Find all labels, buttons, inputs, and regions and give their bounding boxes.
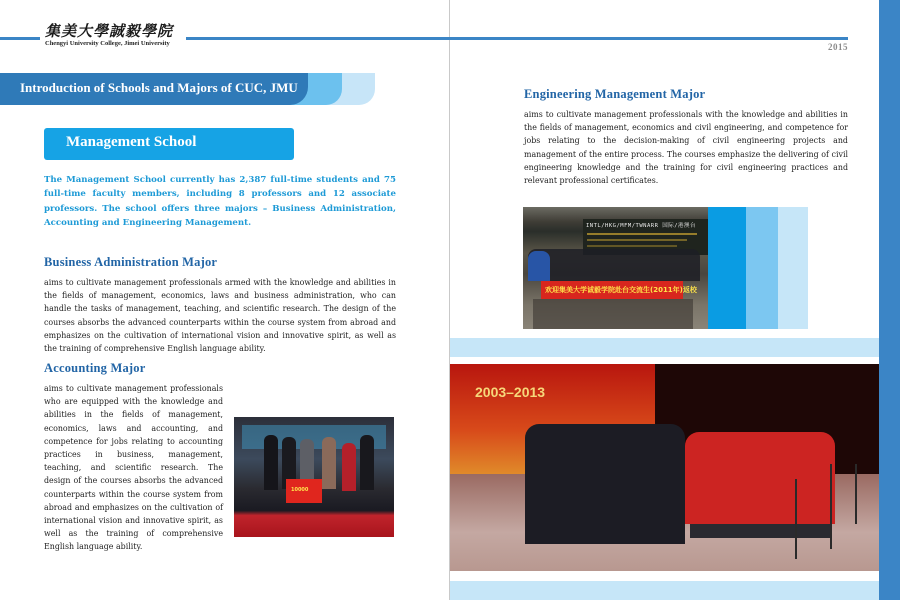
choir-legs [690,524,830,538]
floor-shadow [533,299,693,329]
person-silhouette [264,435,278,490]
stage-choir-photo [450,364,879,571]
header-rule-left-extension [186,37,450,40]
mic-stand [855,464,857,524]
university-logo [45,22,185,48]
major-title-accounting: Accounting Major [44,361,146,375]
board-row [587,239,687,241]
choir-red-shirts [685,432,835,524]
major-body-accounting: aims to cultivate management professionals who are equipped with the knowledge and abilities in the fields of management, economics, laws and accounting, and competence for jobs relating to accounting practices in business, management, teaching, and scientific research. The design of the courses absorbs the advanced counterparts within the course system from abroad and emphasizes on the cultivation of international vision and innovative spirit, as well as the training of comprehensive English language ability. [44,384,223,552]
mic-stand [830,464,832,549]
airport-group-photo [523,207,708,329]
board-row [587,233,697,235]
color-strip-pale [778,207,808,329]
award-sign-text: 10000 [291,487,309,493]
header-rule-right [450,37,848,40]
major-title-engineering-management: Engineering Management Major [524,87,706,101]
school-heading [44,128,294,160]
logo-english-name: Chengyi University College, Jimei University [45,40,170,47]
major-body-engineering-management: aims to cultivate management professionals with the knowledge and abilities in the fields of management, economics and civil engineering, and competence for jobs relating to the decision-making of civil engineering projects and management of the entire process. The courses emphasize the delivering of civil engineering knowledge and the training for civil engineering practices and relevant professional certificates. [524,110,848,186]
decorative-band-top [450,338,879,357]
award-check-sign [286,479,322,503]
title-banner-text: Introduction of Schools and Majors of CUC, JMU [20,80,298,95]
page-edge-bar [879,0,900,600]
board-row [587,245,677,247]
mic-stand [795,479,797,559]
welcome-banner-text: 欢迎集美大学诚毅学院赴台交流生(2011年)返校 [545,286,697,294]
color-strip-cyan [708,207,746,329]
backdrop-year-range: 2003–2013 [475,384,546,400]
welcome-banner [541,281,697,299]
group-silhouettes [528,249,700,281]
arrivals-board-text: INTL/HKG/MFM/TWNARR 国际/港澳台 [586,223,697,229]
logo-chinese-name: 集美大學誠毅學院 [45,22,174,40]
major-body-business-administration: aims to cultivate management professionals armed with the knowledge and abilities in the fields of management, economics, laws and business administration, who can handle the tasks of management, teaching, and scientific research. The design of the courses absorbs the advanced counterparts within the course system from abroad and emphasizes on the cultivation of international vision and innovative spirit, as well as the training of comprehensive English language ability. [44,278,396,354]
school-name: Management School [66,134,197,150]
person-silhouette [322,437,336,489]
person-silhouette [342,443,356,491]
school-intro: The Management School currently has 2,387 full-time students and 75 full-time faculty members, including 8 professors and 12 associate professors. The school offers three majors – Business Administration, Accounting and Engineering Management. [44,175,396,228]
decorative-band-bottom [450,581,879,600]
choir-black-shirts [525,424,685,544]
header-rule-left [0,37,40,40]
person-silhouette [360,435,374,490]
edition-year: 2015 [828,42,848,52]
major-title-business-administration: Business Administration Major [44,255,218,269]
award-ceremony-photo [234,417,394,537]
color-strip-sky [746,207,778,329]
person-blue-jacket [528,251,550,281]
